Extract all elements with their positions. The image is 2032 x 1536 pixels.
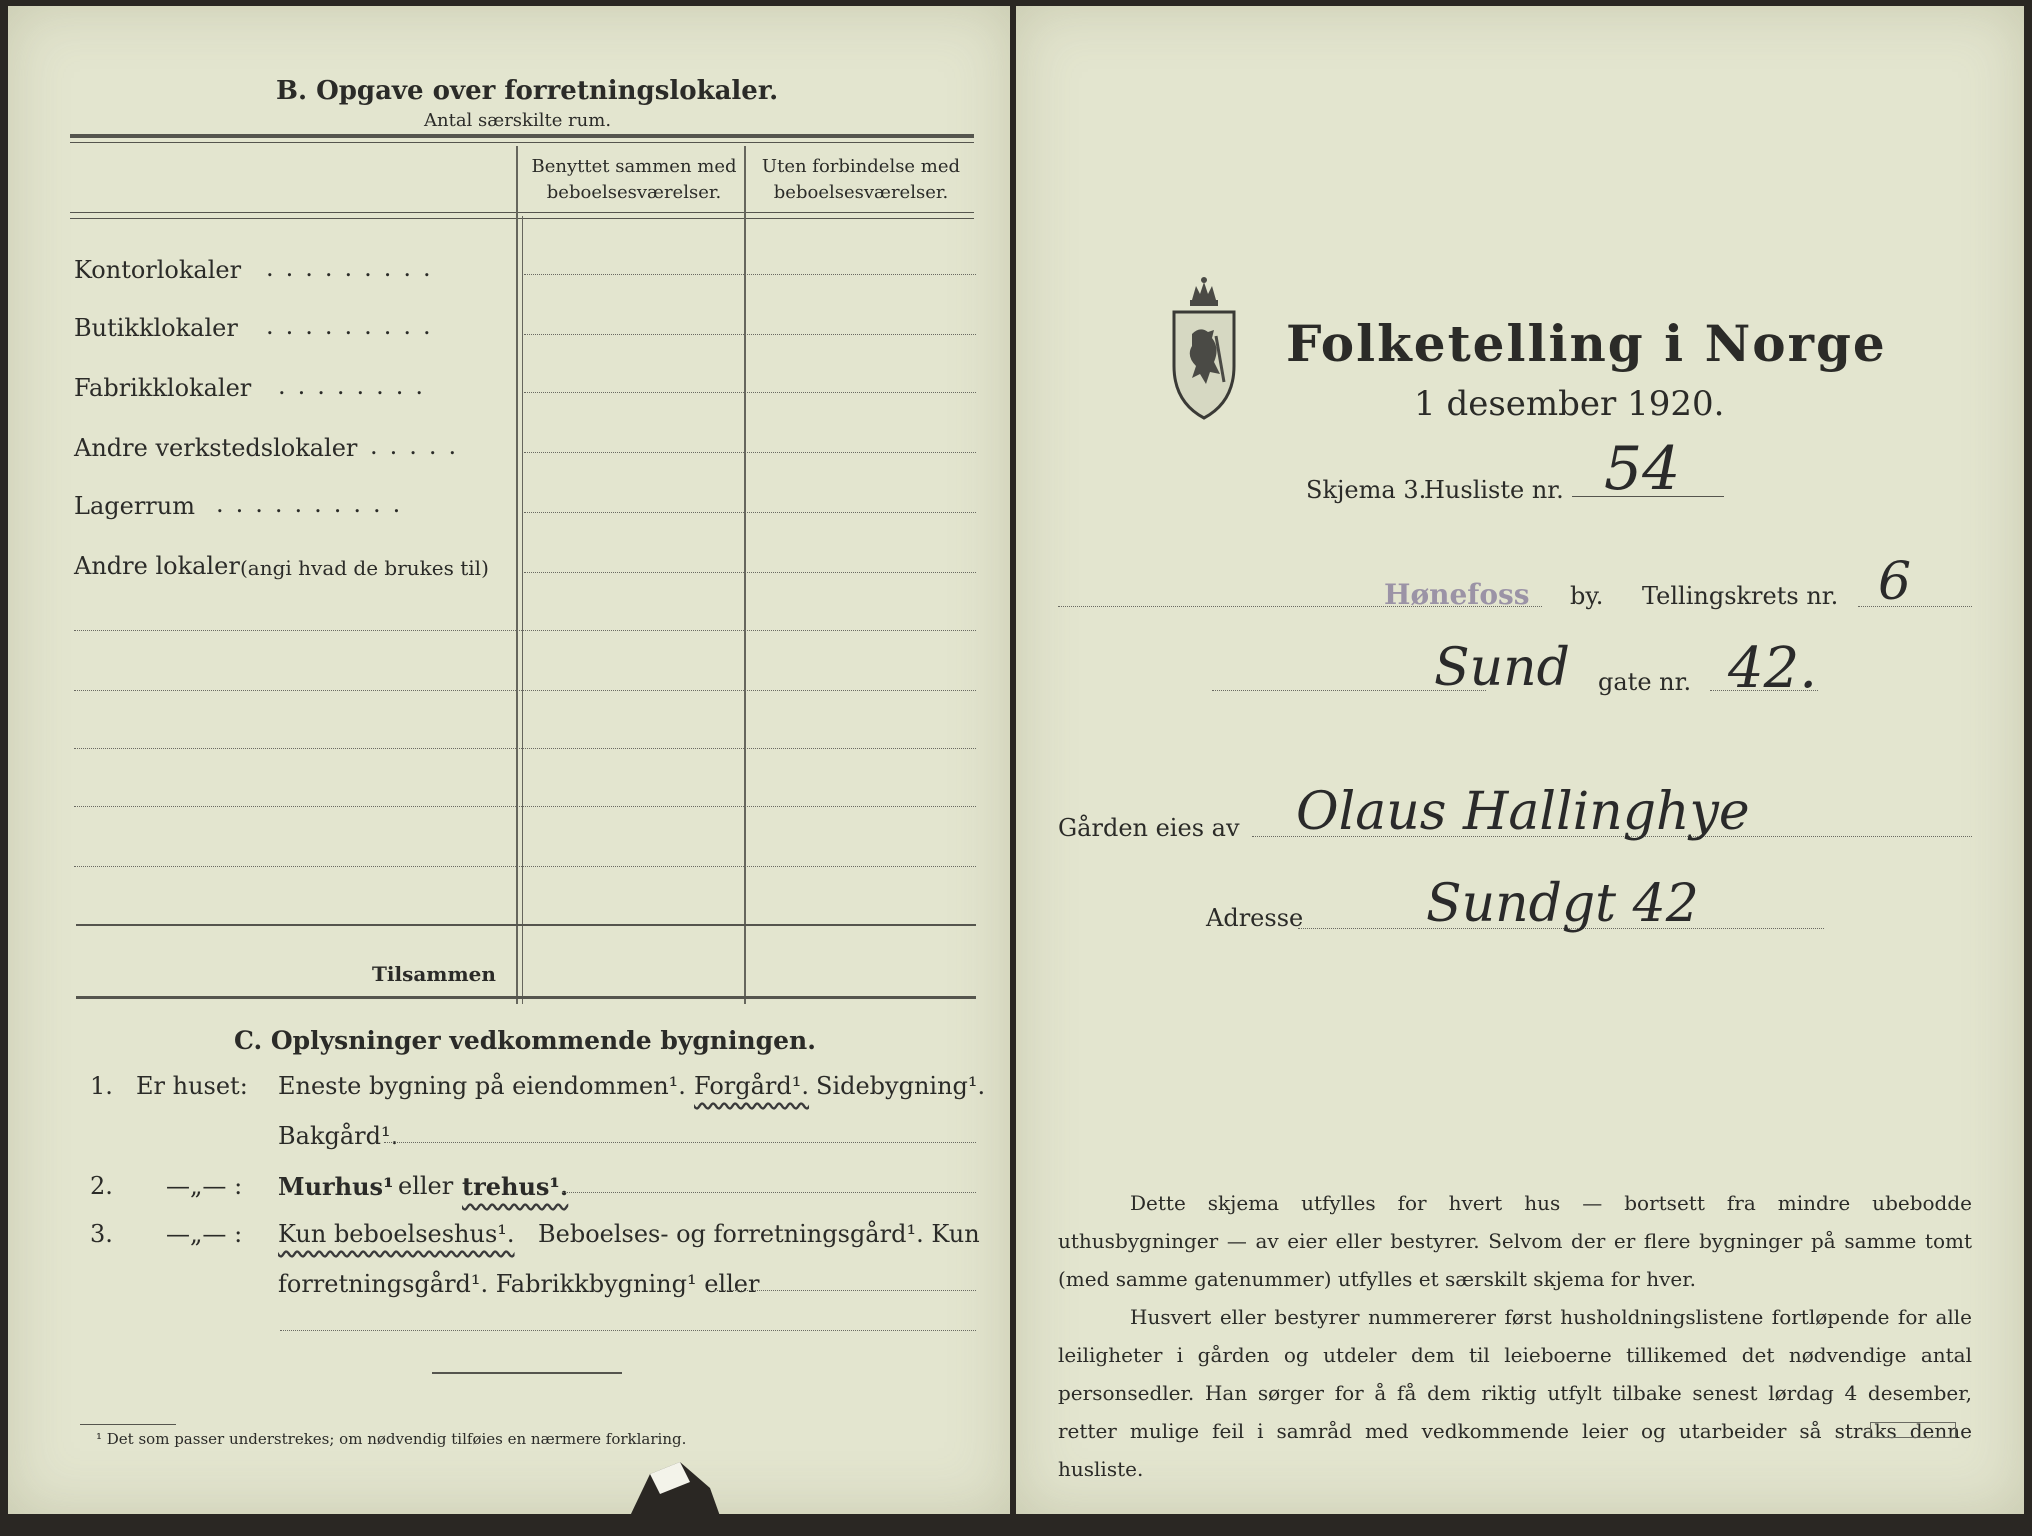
item3-number: 3. [90,1220,113,1248]
city-stamp: Hønefoss [1384,578,1530,611]
schema-label: Skjema 3. [1306,476,1427,504]
cell-rule [74,630,976,631]
norwegian-coat-of-arms-icon [1164,276,1244,422]
right-page [1016,6,2024,1514]
row-label-andre-lokaler: Andre lokaler [74,552,240,580]
item2-fill-line [562,1192,976,1193]
item1-number: 1. [90,1072,113,1100]
row-label-andre-verkstedslokaler: Andre verkstedslokaler [74,434,358,462]
item1-option-forgard: Forgård¹. [694,1072,810,1100]
row-dots: ........ [278,372,436,400]
cell-rule [524,572,976,573]
item2-lead: —„— : [166,1172,243,1200]
row-label-lagerrum: Lagerrum [74,492,195,520]
census-date: 1 desember 1920. [1414,384,1725,424]
item3-option-kun-beboelseshus: Kun beboelseshus¹. [278,1220,515,1248]
table-top-rule [70,134,974,138]
section-b-title: B. Opgave over forretningslokaler. [276,76,779,106]
item1-lead: Er huset: [136,1072,248,1100]
item3-fill-line-2 [280,1330,976,1331]
row-dots: ......... [266,312,443,340]
row-note-andre-lokaler: (angi hvad de brukes til) [240,556,489,580]
item3-option-forretningsgard: forretningsgård¹. Fabrikkbygning¹ eller [278,1270,760,1298]
owner-value: Olaus Hallinghye [1296,782,1750,842]
col2-header-line2: beboelsesværelser. [773,182,949,203]
torn-paper-edge [620,1454,730,1516]
tellingskrets-value: 6 [1878,552,1912,612]
instructions-paragraph-2: Husvert eller bestyrer nummererer først husholdningslistene fortløpende for alle leiligheter i gården og utdeler dem til leieboerne tillikemed det nødvendige antal personsedler. Han sørger for å få dem riktig utfylt tilbake senest lørdag 4 desember, retter mulige feil i samråd med vedkommende leier og utarbeider så straks denne husliste. [1058,1305,1972,1481]
gate-label: gate nr. [1598,668,1692,696]
total-top-rule [76,924,976,926]
col1-header-line1: Benyttet sammen med [531,156,737,177]
item3-lead: —„— : [166,1220,243,1248]
section-c-title: C. Oplysninger vedkommende bygningen. [234,1026,816,1055]
col1-header-line2: beboelsesværelser. [546,182,722,203]
item2-option-trehus: trehus¹. [462,1172,569,1201]
row-label-butikklokaler: Butikklokaler [74,314,238,342]
section-end-rule [432,1372,622,1374]
left-page [8,6,1010,1514]
printer-mark [1870,1422,1956,1438]
row-dots: ......... [266,254,443,282]
page-title: Folketelling i Norge [1286,314,1887,373]
address-label: Adresse [1206,904,1304,932]
col2-header-line1: Uten forbindelse med [761,156,961,177]
row-dots: ..... [370,432,469,460]
footnote: ¹ Det som passer understrekes; om nødvendig tilføies en nærmere forklaring. [96,1430,687,1448]
row-dots: .......... [216,490,413,518]
cell-rule [524,392,976,393]
item1-option-bakgard: Bakgård¹. [278,1122,399,1150]
husliste-label: Husliste nr. [1424,476,1564,504]
tellingskrets-label: Tellingskrets nr. [1642,582,1839,610]
col-divider-1 [516,146,518,1004]
cell-rule [74,866,976,867]
header-rule [70,212,974,213]
cell-rule [524,512,976,513]
cell-rule [524,274,976,275]
item1-fill-line [384,1142,976,1143]
gate-value: 42. [1728,636,1818,701]
cell-rule [524,452,976,453]
item3-option-beboelses-forretning: Beboelses- og forretningsgård¹. Kun [538,1220,980,1248]
cell-rule [74,748,976,749]
item3-fill-line [714,1290,976,1291]
item1-option-sidebygning: Sidebygning¹. [816,1072,986,1100]
owner-label: Gården eies av [1058,814,1240,842]
row-label-fabrikklokaler: Fabrikklokaler [74,374,252,402]
husliste-value: 54 [1604,434,1681,504]
col-divider-1b [522,216,523,1004]
cell-rule [74,806,976,807]
instructions-paragraph-1: Dette skjema utfylles for hvert hus — bortsett fra mindre ubebodde uthusbygninger — av eier eller bestyrer. Selvom der er flere bygninger på samme tomt (med samme gatenummer) utfylles et særskilt skjema for hver. [1058,1191,1972,1291]
table-top-rule-thin [70,142,974,143]
by-label: by. [1570,582,1604,610]
cell-rule [524,334,976,335]
item2-eller: eller [398,1172,454,1200]
street-value: Sund [1434,638,1570,698]
item1-option-eneste: Eneste bygning på eiendommen¹. [278,1072,686,1100]
item2-option-murhus: Murhus¹ [278,1172,394,1201]
item2-number: 2. [90,1172,113,1200]
section-b-subtitle: Antal særskilte rum. [424,110,612,131]
footnote-rule [80,1424,176,1425]
cell-rule [74,690,976,691]
row-label-kontorlokaler: Kontorlokaler [74,256,242,284]
total-label: Tilsammen [372,962,496,986]
address-value: Sundgt 42 [1426,874,1699,934]
krets-line [1858,606,1972,607]
total-bottom-rule [76,996,976,999]
